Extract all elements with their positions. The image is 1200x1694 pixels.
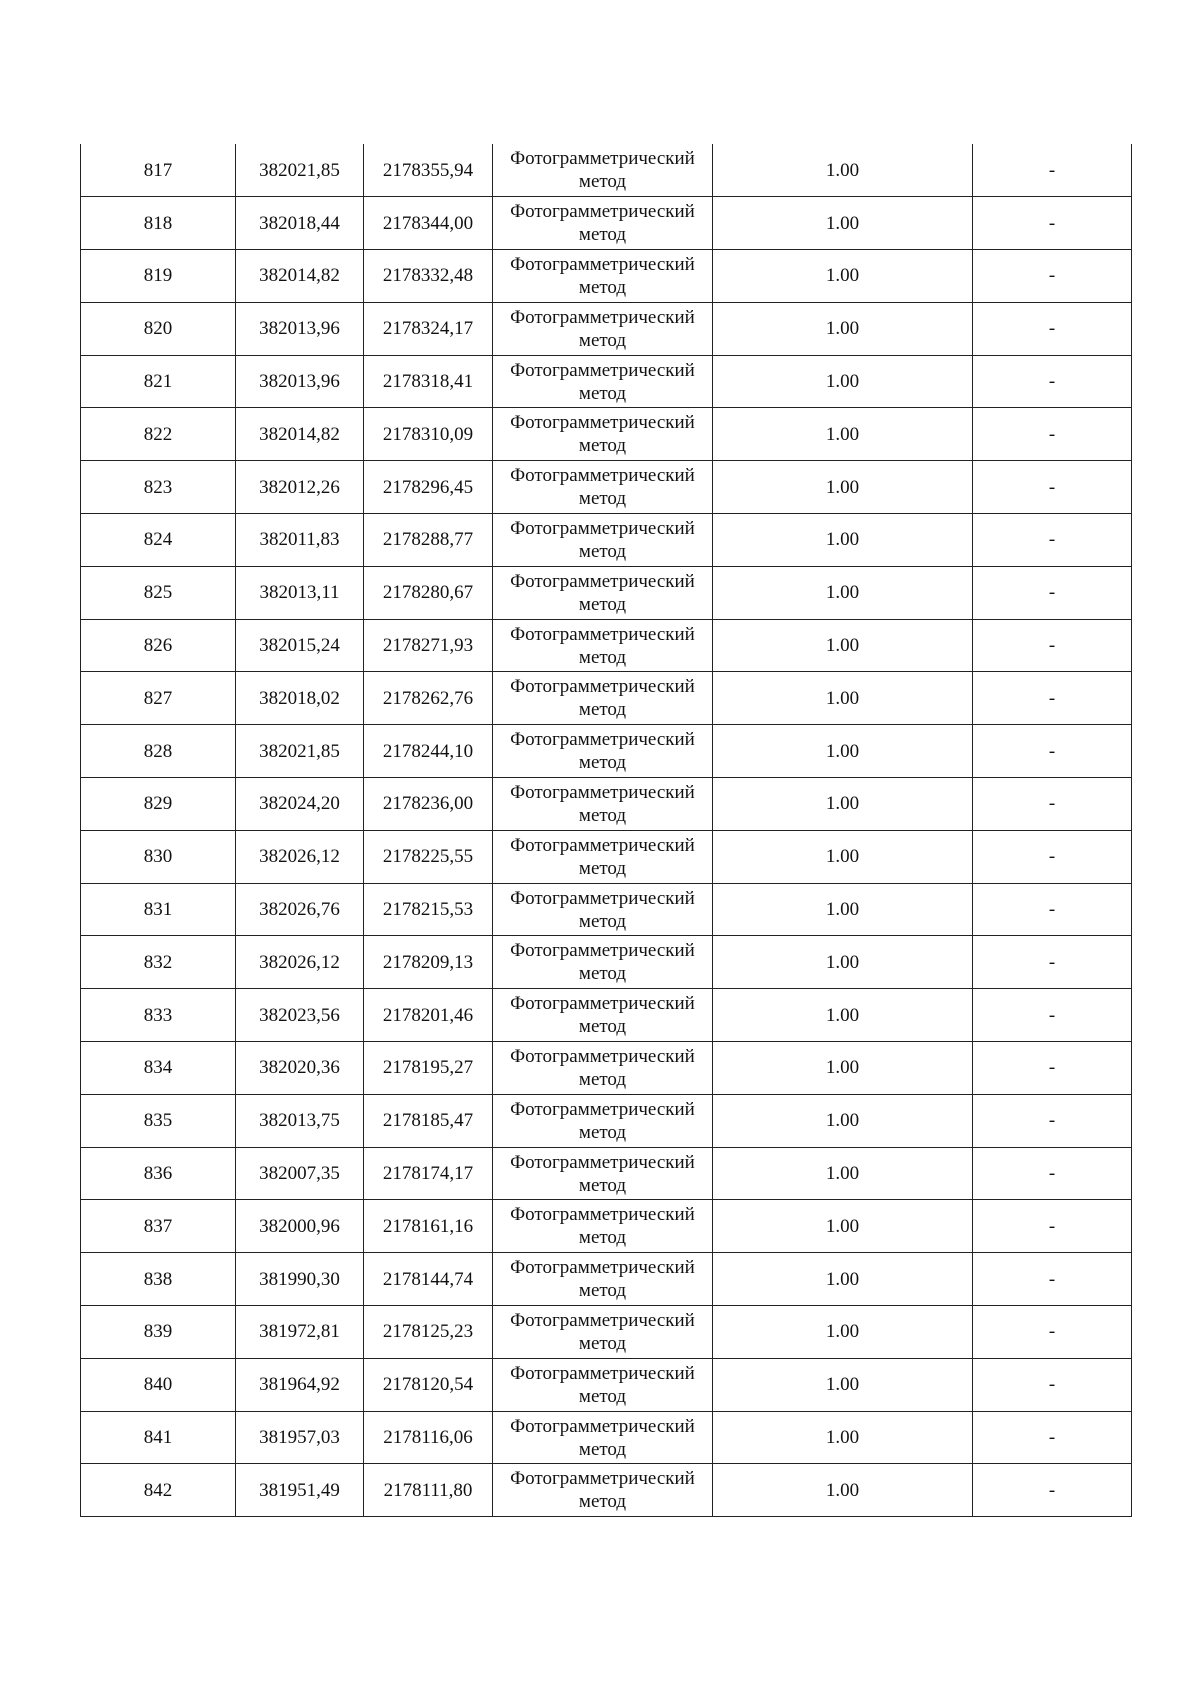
note-value: - <box>973 144 1132 197</box>
coordinate-y: 2178262,76 <box>364 672 493 725</box>
table-row <box>81 197 1132 250</box>
coordinate-x: 382026,12 <box>236 936 364 989</box>
method-cell <box>493 355 713 408</box>
point-number: 823 <box>81 461 236 514</box>
coordinate-y: 2178355,94 <box>364 144 493 197</box>
coordinate-y: 2178195,27 <box>364 1042 493 1095</box>
point-number: 833 <box>81 989 236 1042</box>
accuracy-value: 1.00 <box>713 936 973 989</box>
method-cell <box>493 250 713 303</box>
coordinate-x: 382015,24 <box>236 619 364 672</box>
method-line-1: Фотограмметрический <box>510 887 695 909</box>
accuracy-value: 1.00 <box>713 883 973 936</box>
point-number: 838 <box>81 1253 236 1306</box>
accuracy-value: 1.00 <box>713 830 973 883</box>
method-line-2: метод <box>578 540 627 562</box>
method-line-1: Фотограмметрический <box>510 1415 695 1437</box>
table-row <box>81 619 1132 672</box>
accuracy-value: 1.00 <box>713 408 973 461</box>
coordinate-y: 2178120,54 <box>364 1358 493 1411</box>
point-number: 818 <box>81 197 236 250</box>
method-cell <box>493 1147 713 1200</box>
coordinate-y: 2178280,67 <box>364 566 493 619</box>
point-number: 820 <box>81 302 236 355</box>
point-number: 841 <box>81 1411 236 1464</box>
method-line-1: Фотограмметрический <box>510 201 695 223</box>
coordinate-y: 2178332,48 <box>364 250 493 303</box>
accuracy-value: 1.00 <box>713 250 973 303</box>
method-line-1: Фотограмметрический <box>510 676 695 698</box>
method-line-2: метод <box>578 171 627 193</box>
table-row <box>81 1094 1132 1147</box>
method-line-2: метод <box>578 699 627 721</box>
point-number: 817 <box>81 144 236 197</box>
coordinate-x: 382013,96 <box>236 302 364 355</box>
coordinate-y: 2178161,16 <box>364 1200 493 1253</box>
point-number: 839 <box>81 1306 236 1359</box>
point-number: 842 <box>81 1464 236 1517</box>
coordinate-x: 382020,36 <box>236 1042 364 1095</box>
coordinate-x: 382024,20 <box>236 778 364 831</box>
method-line-1: Фотограмметрический <box>510 1309 695 1331</box>
coordinate-y: 2178215,53 <box>364 883 493 936</box>
method-cell <box>493 989 713 1042</box>
table-row <box>81 514 1132 567</box>
method-cell <box>493 566 713 619</box>
method-line-2: метод <box>578 1385 627 1407</box>
accuracy-value: 1.00 <box>713 1411 973 1464</box>
method-line-2: метод <box>578 910 627 932</box>
method-cell <box>493 1411 713 1464</box>
note-value: - <box>973 1253 1132 1306</box>
method-cell <box>493 1042 713 1095</box>
method-line-2: метод <box>578 382 627 404</box>
table-row <box>81 302 1132 355</box>
method-line-1: Фотограмметрический <box>510 412 695 434</box>
coordinate-y: 2178225,55 <box>364 830 493 883</box>
coordinate-y: 2178236,00 <box>364 778 493 831</box>
accuracy-value: 1.00 <box>713 1200 973 1253</box>
point-number: 840 <box>81 1358 236 1411</box>
accuracy-value: 1.00 <box>713 197 973 250</box>
method-line-1: Фотограмметрический <box>510 1257 695 1279</box>
table-row <box>81 355 1132 408</box>
point-number: 824 <box>81 514 236 567</box>
accuracy-value: 1.00 <box>713 619 973 672</box>
coordinate-x: 382021,85 <box>236 725 364 778</box>
method-line-2: метод <box>578 1174 627 1196</box>
coordinate-y: 2178201,46 <box>364 989 493 1042</box>
note-value: - <box>973 778 1132 831</box>
method-cell <box>493 514 713 567</box>
note-value: - <box>973 830 1132 883</box>
note-value: - <box>973 1042 1132 1095</box>
method-cell <box>493 302 713 355</box>
note-value: - <box>973 302 1132 355</box>
coordinate-x: 382026,76 <box>236 883 364 936</box>
method-cell <box>493 936 713 989</box>
method-line-2: метод <box>578 1280 627 1302</box>
accuracy-value: 1.00 <box>713 1094 973 1147</box>
coordinate-x: 381972,81 <box>236 1306 364 1359</box>
coordinate-x: 381990,30 <box>236 1253 364 1306</box>
coordinate-x: 381964,92 <box>236 1358 364 1411</box>
table-row <box>81 883 1132 936</box>
coordinate-x: 382012,26 <box>236 461 364 514</box>
note-value: - <box>973 619 1132 672</box>
point-number: 836 <box>81 1147 236 1200</box>
method-line-1: Фотограмметрический <box>510 940 695 962</box>
point-number: 825 <box>81 566 236 619</box>
method-line-2: метод <box>578 276 627 298</box>
coordinate-x: 382013,11 <box>236 566 364 619</box>
method-cell <box>493 672 713 725</box>
note-value: - <box>973 1358 1132 1411</box>
table-row <box>81 1464 1132 1517</box>
method-cell <box>493 1358 713 1411</box>
coordinate-x: 381951,49 <box>236 1464 364 1517</box>
table-row <box>81 989 1132 1042</box>
method-cell <box>493 1306 713 1359</box>
method-line-1: Фотограмметрический <box>510 1468 695 1490</box>
note-value: - <box>973 883 1132 936</box>
accuracy-value: 1.00 <box>713 144 973 197</box>
table-row <box>81 1253 1132 1306</box>
method-cell <box>493 1200 713 1253</box>
note-value: - <box>973 1464 1132 1517</box>
method-line-1: Фотограмметрический <box>510 834 695 856</box>
accuracy-value: 1.00 <box>713 461 973 514</box>
coordinates-table <box>80 144 1132 1517</box>
method-cell <box>493 1094 713 1147</box>
note-value: - <box>973 514 1132 567</box>
method-line-1: Фотограмметрический <box>510 148 695 170</box>
method-line-2: метод <box>578 329 627 351</box>
point-number: 831 <box>81 883 236 936</box>
table-row <box>81 1147 1132 1200</box>
method-line-2: метод <box>578 435 627 457</box>
table-row <box>81 144 1132 197</box>
coordinate-y: 2178209,13 <box>364 936 493 989</box>
method-cell <box>493 197 713 250</box>
method-line-2: метод <box>578 857 627 879</box>
table-row <box>81 566 1132 619</box>
coordinate-x: 382023,56 <box>236 989 364 1042</box>
point-number: 832 <box>81 936 236 989</box>
method-line-2: метод <box>578 1227 627 1249</box>
note-value: - <box>973 1200 1132 1253</box>
table-row <box>81 1200 1132 1253</box>
method-line-1: Фотограмметрический <box>510 993 695 1015</box>
method-cell <box>493 725 713 778</box>
point-number: 830 <box>81 830 236 883</box>
accuracy-value: 1.00 <box>713 514 973 567</box>
accuracy-value: 1.00 <box>713 1464 973 1517</box>
method-line-1: Фотограмметрический <box>510 1098 695 1120</box>
method-line-2: метод <box>578 1332 627 1354</box>
method-line-1: Фотограмметрический <box>510 570 695 592</box>
note-value: - <box>973 566 1132 619</box>
coordinate-x: 382013,96 <box>236 355 364 408</box>
coordinate-x: 382014,82 <box>236 250 364 303</box>
accuracy-value: 1.00 <box>713 1253 973 1306</box>
point-number: 822 <box>81 408 236 461</box>
method-line-1: Фотограмметрический <box>510 1151 695 1173</box>
coordinate-y: 2178144,74 <box>364 1253 493 1306</box>
method-line-1: Фотограмметрический <box>510 359 695 381</box>
coordinate-x: 382026,12 <box>236 830 364 883</box>
note-value: - <box>973 1147 1132 1200</box>
method-line-1: Фотограмметрический <box>510 1045 695 1067</box>
coordinate-y: 2178116,06 <box>364 1411 493 1464</box>
accuracy-value: 1.00 <box>713 1358 973 1411</box>
method-line-1: Фотограмметрический <box>510 465 695 487</box>
method-line-1: Фотограмметрический <box>510 729 695 751</box>
note-value: - <box>973 989 1132 1042</box>
point-number: 835 <box>81 1094 236 1147</box>
table-row <box>81 778 1132 831</box>
accuracy-value: 1.00 <box>713 1042 973 1095</box>
coordinate-y: 2178174,17 <box>364 1147 493 1200</box>
method-cell <box>493 144 713 197</box>
coordinate-y: 2178111,80 <box>364 1464 493 1517</box>
method-line-2: метод <box>578 1121 627 1143</box>
point-number: 837 <box>81 1200 236 1253</box>
method-cell <box>493 830 713 883</box>
coordinate-y: 2178318,41 <box>364 355 493 408</box>
table-row <box>81 725 1132 778</box>
coordinate-y: 2178244,10 <box>364 725 493 778</box>
point-number: 826 <box>81 619 236 672</box>
coordinate-x: 382011,83 <box>236 514 364 567</box>
method-line-1: Фотограмметрический <box>510 253 695 275</box>
point-number: 828 <box>81 725 236 778</box>
method-cell <box>493 883 713 936</box>
coordinate-x: 382013,75 <box>236 1094 364 1147</box>
method-line-1: Фотограмметрический <box>510 306 695 328</box>
point-number: 821 <box>81 355 236 408</box>
coordinates-table-body <box>81 144 1132 1517</box>
coordinate-y: 2178344,00 <box>364 197 493 250</box>
accuracy-value: 1.00 <box>713 672 973 725</box>
coordinate-x: 382018,44 <box>236 197 364 250</box>
method-cell <box>493 1253 713 1306</box>
note-value: - <box>973 1306 1132 1359</box>
method-line-1: Фотограмметрический <box>510 1204 695 1226</box>
coordinate-y: 2178125,23 <box>364 1306 493 1359</box>
coordinate-y: 2178310,09 <box>364 408 493 461</box>
note-value: - <box>973 408 1132 461</box>
coordinate-x: 382000,96 <box>236 1200 364 1253</box>
coordinate-x: 381957,03 <box>236 1411 364 1464</box>
coordinate-y: 2178288,77 <box>364 514 493 567</box>
note-value: - <box>973 936 1132 989</box>
coordinate-x: 382018,02 <box>236 672 364 725</box>
method-line-2: метод <box>578 804 627 826</box>
accuracy-value: 1.00 <box>713 989 973 1042</box>
note-value: - <box>973 250 1132 303</box>
method-cell <box>493 619 713 672</box>
coordinate-y: 2178185,47 <box>364 1094 493 1147</box>
note-value: - <box>973 197 1132 250</box>
method-line-2: метод <box>578 646 627 668</box>
method-line-1: Фотограмметрический <box>510 781 695 803</box>
table-row <box>81 672 1132 725</box>
note-value: - <box>973 1094 1132 1147</box>
method-line-2: метод <box>578 752 627 774</box>
accuracy-value: 1.00 <box>713 725 973 778</box>
method-cell <box>493 408 713 461</box>
method-line-1: Фотограмметрический <box>510 1362 695 1384</box>
method-line-2: метод <box>578 1438 627 1460</box>
method-cell <box>493 461 713 514</box>
method-cell <box>493 1464 713 1517</box>
table-row <box>81 1306 1132 1359</box>
method-line-2: метод <box>578 1491 627 1513</box>
coordinate-y: 2178324,17 <box>364 302 493 355</box>
method-line-2: метод <box>578 963 627 985</box>
method-line-2: метод <box>578 488 627 510</box>
method-line-2: метод <box>578 1068 627 1090</box>
table-row <box>81 1042 1132 1095</box>
method-line-2: метод <box>578 224 627 246</box>
method-line-1: Фотограмметрический <box>510 517 695 539</box>
accuracy-value: 1.00 <box>713 302 973 355</box>
point-number: 819 <box>81 250 236 303</box>
table-row <box>81 830 1132 883</box>
coordinate-y: 2178296,45 <box>364 461 493 514</box>
table-row <box>81 1411 1132 1464</box>
table-row <box>81 936 1132 989</box>
method-line-1: Фотограмметрический <box>510 623 695 645</box>
accuracy-value: 1.00 <box>713 355 973 408</box>
method-line-2: метод <box>578 1016 627 1038</box>
note-value: - <box>973 672 1132 725</box>
accuracy-value: 1.00 <box>713 778 973 831</box>
accuracy-value: 1.00 <box>713 566 973 619</box>
coordinate-x: 382007,35 <box>236 1147 364 1200</box>
note-value: - <box>973 461 1132 514</box>
coordinate-x: 382021,85 <box>236 144 364 197</box>
coordinate-y: 2178271,93 <box>364 619 493 672</box>
note-value: - <box>973 355 1132 408</box>
point-number: 827 <box>81 672 236 725</box>
accuracy-value: 1.00 <box>713 1147 973 1200</box>
table-row <box>81 408 1132 461</box>
accuracy-value: 1.00 <box>713 1306 973 1359</box>
method-cell <box>493 778 713 831</box>
table-row <box>81 250 1132 303</box>
coordinate-x: 382014,82 <box>236 408 364 461</box>
method-line-2: метод <box>578 593 627 615</box>
point-number: 834 <box>81 1042 236 1095</box>
note-value: - <box>973 725 1132 778</box>
table-row <box>81 461 1132 514</box>
point-number: 829 <box>81 778 236 831</box>
note-value: - <box>973 1411 1132 1464</box>
table-row <box>81 1358 1132 1411</box>
